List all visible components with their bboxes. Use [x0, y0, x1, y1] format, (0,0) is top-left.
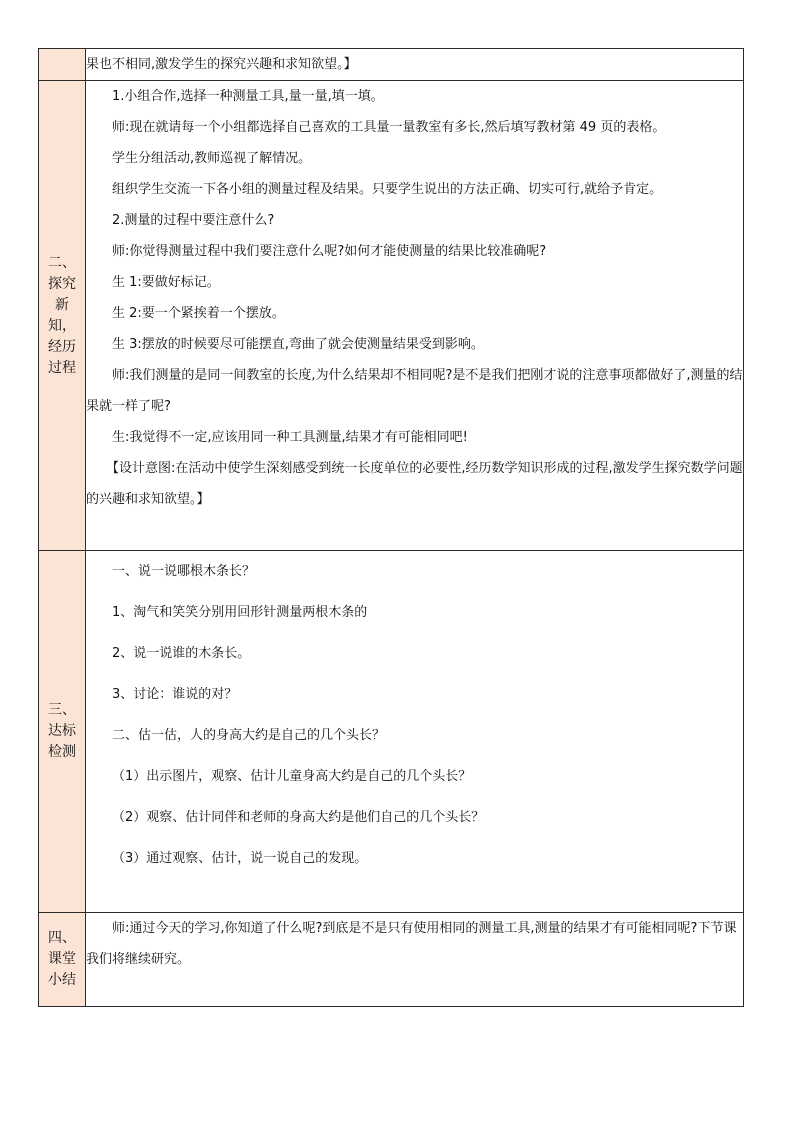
- paragraph: 师:我们测量的是同一间教室的长度,为什么结果却不相同呢?是不是我们把刚才说的注意事项都做好了,测量的结果就一样了呢?: [86, 368, 743, 414]
- paragraph: （1）出示图片，观察、估计儿童身高大约是自己的几个头长？: [112, 769, 472, 784]
- paragraph: 生 1:要做好标记。: [112, 275, 220, 290]
- paragraph: 3、讨论：谁说的对？: [112, 687, 238, 702]
- paragraph: 生 2:要一个紧挨着一个摆放。: [112, 306, 285, 321]
- paragraph: 生:我觉得不一定,应该用同一种工具测量,结果才有可能相同吧!: [112, 430, 468, 445]
- paragraph: 师:通过今天的学习,你知道了什么呢?到底是不是只有使用相同的测量工具,测量的结果才有可能相同呢?下节课我们将继续研究。: [86, 921, 737, 967]
- table-row: [39, 913, 744, 1007]
- table-row: [39, 551, 744, 913]
- label-line: 二、: [48, 254, 76, 271]
- section-label-cell: [39, 81, 86, 551]
- paragraph: 一、说一说哪根木条长？: [112, 564, 256, 579]
- lesson-plan-table: [38, 48, 744, 1007]
- label-line: 检测: [48, 744, 76, 760]
- section-label: [39, 928, 85, 991]
- section-content-cell: [86, 551, 744, 913]
- paragraph: 学生分组活动,教师巡视了解情况。: [112, 151, 312, 166]
- section-content-cell: [86, 81, 744, 551]
- paragraph: （2）观察、估计同伴和老师的身高大约是他们自己的几个头长？: [112, 810, 485, 825]
- paragraph: 2、说一说谁的木条长。: [112, 646, 251, 661]
- paragraph: 组织学生交流一下各小组的测量过程及结果。只要学生说出的方法正确、切实可行,就给予肯定。: [112, 182, 663, 197]
- section-label: [39, 700, 85, 763]
- paragraph: 1、淘气和笑笑分别用回形针测量两根木条的: [112, 605, 368, 620]
- design-intent-paragraph: 【设计意图:在活动中使学生深刻感受到统一长度单位的必要性,经历数学知识形成的过程,激发学生探究数学问题的兴趣和求知欲望。】: [86, 461, 743, 507]
- label-line: 小结: [48, 972, 76, 988]
- paragraph: （3）通过观察、估计，说一说自己的发现。: [112, 851, 368, 866]
- paragraph: 果也不相同,激发学生的探究兴趣和求知欲望。】: [86, 57, 357, 72]
- label-line: 过程: [48, 359, 76, 376]
- label-line: 探究: [48, 275, 76, 292]
- label-line: 三、: [48, 702, 76, 718]
- label-line: 知，: [48, 317, 76, 334]
- paragraph: 生 3:摆放的时候要尽可能摆直,弯曲了就会使测量结果受到影响。: [112, 337, 484, 352]
- label-line: 课堂: [48, 951, 76, 967]
- section-content-cell: [86, 913, 744, 1007]
- label-line: 四、: [48, 930, 76, 946]
- paragraph: 师:你觉得测量过程中我们要注意什么呢?如何才能使测量的结果比较准确呢?: [112, 244, 547, 259]
- paragraph: 2.测量的过程中要注意什么?: [112, 213, 275, 228]
- section-label-cell: [39, 551, 86, 913]
- section-label: [39, 253, 85, 379]
- label-line: 达标: [48, 723, 76, 739]
- table-row: [39, 81, 744, 551]
- paragraph: 二、估一估，人的身高大约是自己的几个头长？: [112, 728, 386, 743]
- paragraph: 1.小组合作,选择一种测量工具,量一量,填一填。: [112, 89, 384, 104]
- label-line: 新: [55, 296, 69, 313]
- label-line: 经历: [48, 338, 76, 355]
- paragraph: 师:现在就请每一个小组都选择自己喜欢的工具量一量教室有多长,然后填写教材第 49 页的表格。: [112, 120, 666, 135]
- table-row: [39, 49, 744, 81]
- section-content-cell: [86, 49, 744, 81]
- section-label-cell: [39, 913, 86, 1007]
- section-label-cell: [39, 49, 86, 81]
